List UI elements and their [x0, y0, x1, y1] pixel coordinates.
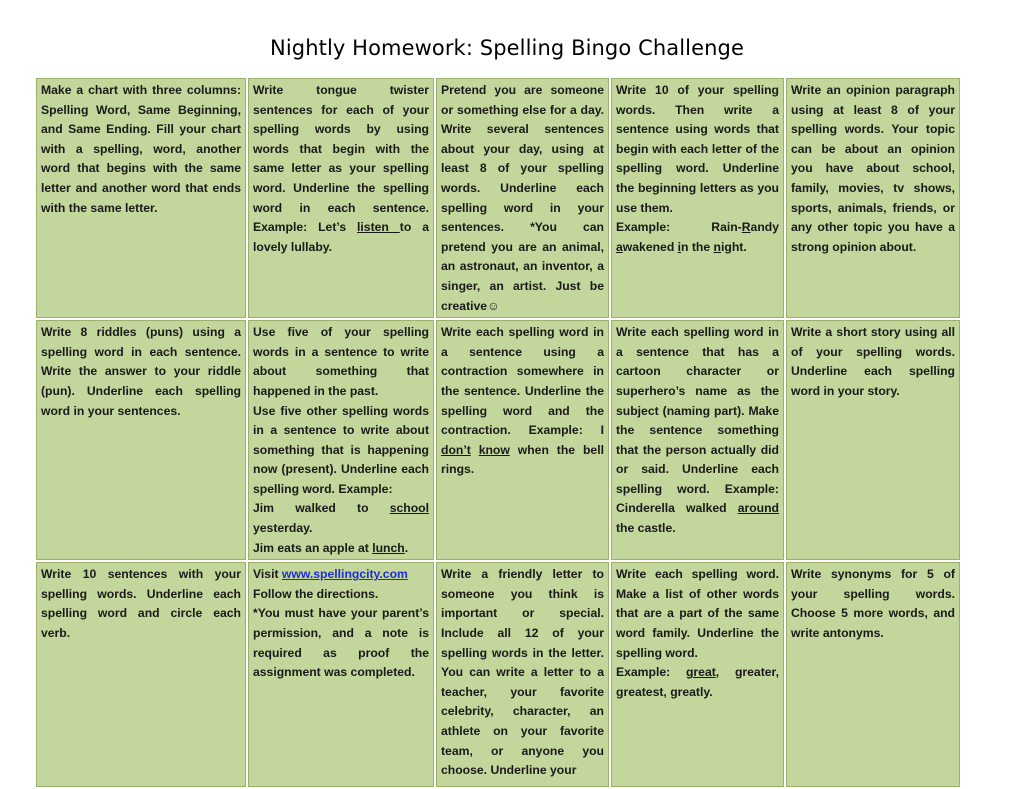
- bingo-cell-3-2: Visit www.spellingcity.com Follow the directions. *You must have your parent’s permission, and a note is required as proof the assignment was completed.: [247, 561, 435, 788]
- example-line-2: awakened in the night.: [616, 239, 747, 254]
- table-row: [35, 319, 961, 561]
- bingo-cell-1-3: Pretend you are someone or something else for a day. Write several sentences about your day, using at least 8 of your spelling words. Underline each spelling word in your sentences. *You can pretend you are an animal, an astronaut, an inventor, a singer, an artist. Just be creative☺: [435, 77, 610, 319]
- bingo-cell-2-3: Write each spelling word in a sentence using a contraction somewhere in the sentence. Underline the spelling word and the contraction. Example: I don’t know when the bell rings.: [435, 319, 610, 561]
- bingo-table: [34, 76, 962, 789]
- bingo-cell-2-2: Use five of your spelling words in a sentence to write about something that happened in the past. Use five other spelling words in a sentence to write about something that is happening now (present). Underline each spelling word. Example: Jim walked to school yesterday. Jim eats an apple at lunch.: [247, 319, 435, 561]
- example-line: Example: Rain-Randy: [616, 220, 779, 235]
- bingo-cell-3-5: Write synonyms for 5 of your spelling words. Choose 5 more words, and write antonyms.: [785, 561, 961, 788]
- spellingcity-link[interactable]: www.spellingcity.com: [281, 567, 408, 582]
- underlined-word: listen: [357, 220, 400, 235]
- bingo-cell-2-1: Write 8 riddles (puns) using a spelling word in each sentence. Write the answer to your riddle (pun). Underline each spelling word in your sentences.: [35, 319, 247, 561]
- table-row: [35, 561, 961, 788]
- bingo-cell-1-5: Write an opinion paragraph using at least 8 of your spelling words. Your topic can be about an opinion you have about school, family, movies, tv shows, sports, animals, friends, or any other topic you have a strong opinion about.: [785, 77, 961, 319]
- bingo-cell-3-3: Write a friendly letter to someone you think is important or special. Include all 12 of your spelling words in the letter. You can write a letter to a teacher, your favorite celebrity, character, an athlete on your favorite team, or anyone you choose. Underline your: [435, 561, 610, 788]
- bingo-cell-2-5: Write a short story using all of your spelling words. Underline each spelling word in your story.: [785, 319, 961, 561]
- table-row: [35, 77, 961, 319]
- bingo-cell-1-1: Make a chart with three columns: Spelling Word, Same Beginning, and Same Ending. Fill your chart with a spelling, word, another word that begins with the same letter and another word that ends with the same letter.: [35, 77, 247, 319]
- bingo-cell-3-4: Write each spelling word. Make a list of other words that are a part of the same word family. Underline the spelling word. Example: great, greater, greatest, greatly.: [610, 561, 785, 788]
- bingo-cell-2-4: Write each spelling word in a sentence that has a cartoon character or superhero’s name as the subject (naming part). Make the sentence something that the person actually did or said. Underline each spelling word. Example: Cinderella walked around the castle.: [610, 319, 785, 561]
- page-title: Nightly Homework: Spelling Bingo Challenge: [270, 36, 744, 60]
- bingo-cell-1-4: Write 10 of your spelling words. Then write a sentence using words that begin with each letter of the spelling word. Underline the beginning letters as you use them. Example: Rain-Randy awakened in the night.: [610, 77, 785, 319]
- bingo-cell-1-2: Write tongue twister sentences for each of your spelling words by using words that begin with the same letter as your spelling word. Underline the spelling word in each sentence. Example: Let’s listen to a lovely lullaby.: [247, 77, 435, 319]
- bingo-cell-3-1: Write 10 sentences with your spelling words. Underline each spelling word and circle each verb.: [35, 561, 247, 788]
